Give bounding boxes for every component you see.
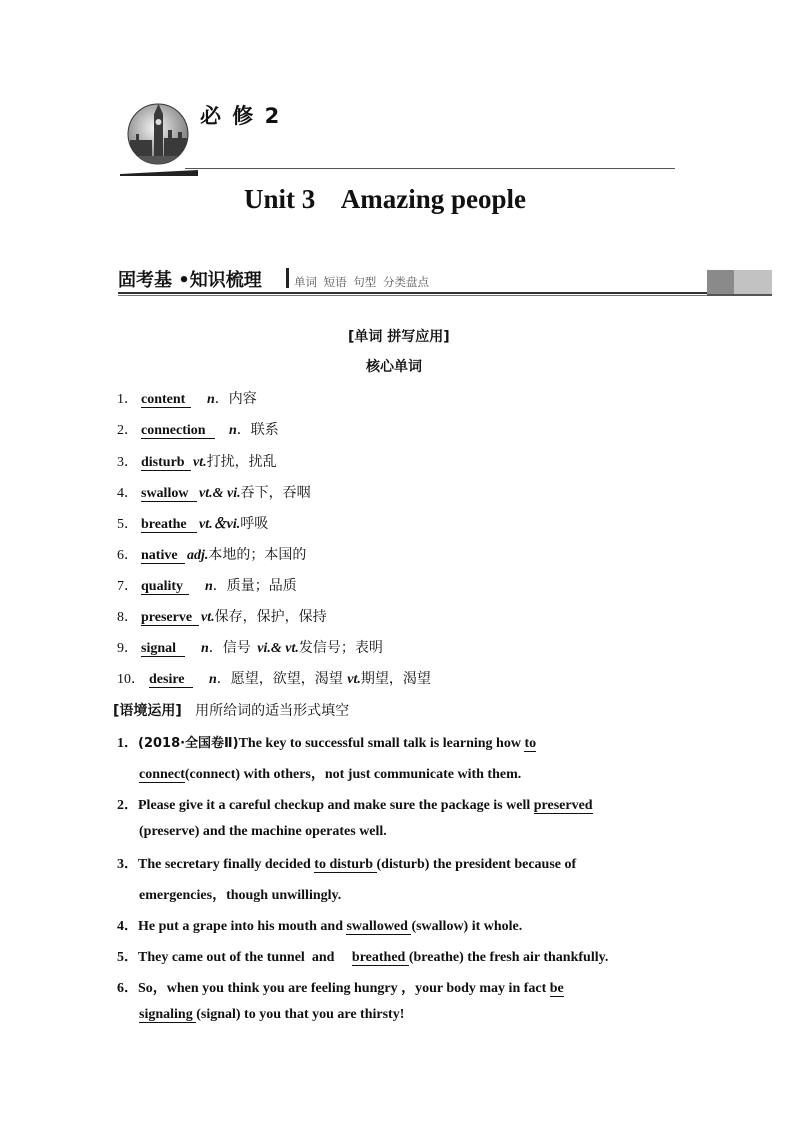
vocab-item: 2． connection n．联系: [117, 422, 279, 438]
section-rule-thin: [118, 295, 707, 296]
section-decor-light: [734, 270, 772, 294]
header-divider: [185, 168, 675, 169]
section-decor-dark: [707, 270, 734, 294]
core-words-heading: 核心单词: [366, 359, 422, 375]
section-decor-rule: [707, 294, 772, 296]
vocab-item: 3． disturb vt.打扰，扰乱: [117, 454, 277, 470]
vocab-item: 4． swallow vt.& vi.吞下，吞咽: [117, 485, 311, 501]
exercise-1-cont: connect(connect) with others，not just communicate with them.: [139, 767, 522, 782]
exercise-4: 4．He put a grape into his mouth and swallowed (swallow) it whole.: [117, 919, 523, 934]
exercise-2: 2．Please give it a careful checkup and make sure the package is well preserved: [117, 798, 593, 813]
exercise-5: 5．They came out of the tunnel and breathed (breathe) the fresh air thankfully.: [117, 950, 609, 965]
big-ben-logo: [120, 100, 200, 176]
exercise-3: 3．The secretary finally decided to disturb (disturb) the president because of: [117, 857, 577, 872]
section-rule: [118, 292, 707, 294]
exercise-6-cont: signaling (signal) to you that you are thirsty!: [139, 1007, 405, 1022]
vocab-item: 10． desire n．愿望，欲望，渴望 vt.期望，渴望: [117, 671, 431, 687]
exercise-2-cont: (preserve) and the machine operates well.: [139, 824, 387, 839]
book-title: 必 修 2: [200, 104, 282, 128]
vocab-item: 8． preserve vt.保存，保护，保持: [117, 609, 327, 625]
exercise-3-cont: emergencies，though unwillingly.: [139, 888, 342, 903]
exercise-6: 6．So，when you think you are feeling hungry ，your body may in fact be: [117, 981, 564, 996]
section-tags: 单词 短语 句型 分类盘点: [294, 275, 429, 289]
section-separator: [286, 268, 289, 288]
exercise-1: 1．(2018·全国卷Ⅱ)The key to successful small talk is learning how to: [117, 736, 537, 751]
vocab-item: 6． native adj.本地的；本国的: [117, 547, 307, 563]
unit-title: Unit 3 Amazing people: [244, 184, 527, 214]
vocab-item: 5． breathe vt.＆vi.呼吸: [117, 516, 269, 532]
section-title: 固考基 •知识梳理: [118, 270, 262, 291]
vocab-item: 1． content n．内容: [117, 391, 257, 407]
vocab-subheading: [单词 拼写应用]: [348, 329, 450, 345]
big-ben-illustration-icon: [120, 100, 200, 176]
vocab-item: 7． quality n．质量；品质: [117, 578, 297, 594]
exercise-instruction: [语境运用] 用所给词的适当形式填空: [113, 703, 350, 719]
vocab-item: 9． signal n．信号 vi.& vt.发信号；表明: [117, 640, 383, 656]
